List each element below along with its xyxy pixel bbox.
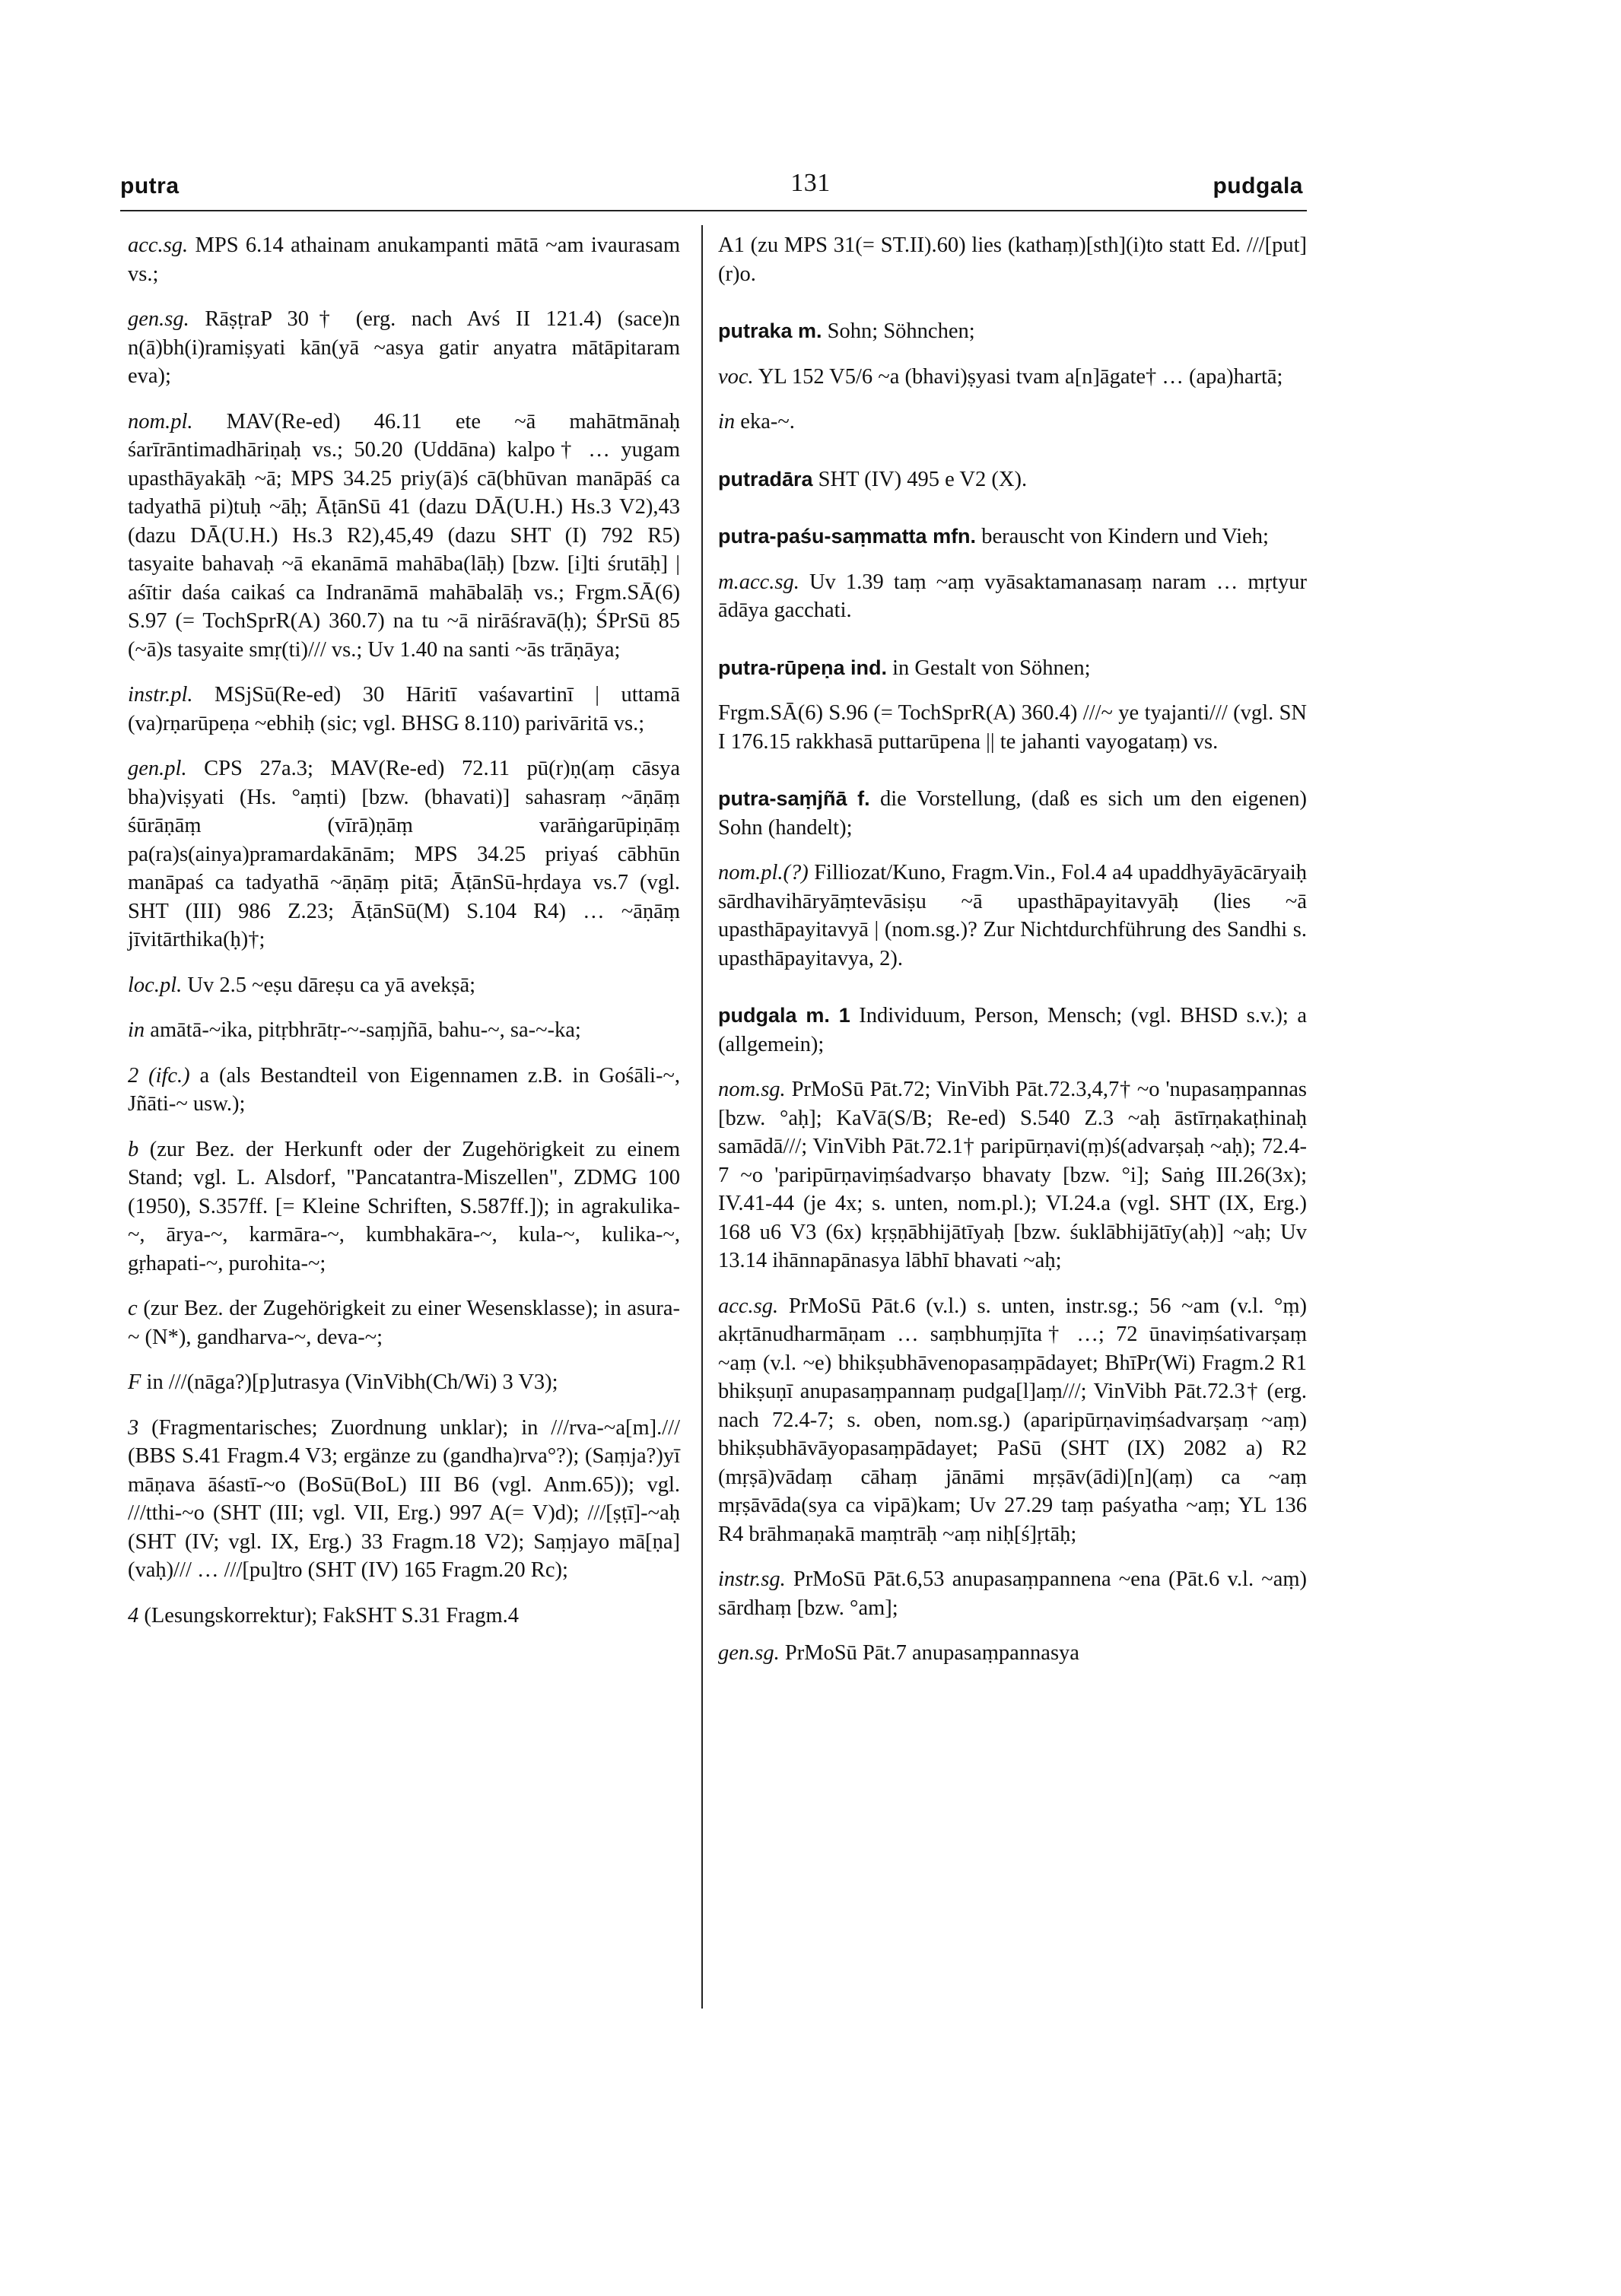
entry-text: PrMoSū Pāt.72; VinVibh Pāt.72.3,4,7† ~o 'nupasaṃpannas [bzw. °aḥ]; KaVā(S/B; Re-ed) S.540 Z.3 ~aḥ āstīrṇakaṭhinaḥ samādā///; VinVibh Pāt.72.1† paripūrṇavi(ṃ)ś(advarṣaḥ ~aḥ); 72.4-7 ~o 'paripūrṇaviṃśadvarṣo bhavaty [bzw. °i]; Saṅg III.26(3x); IV.41-44 (je 4x; s. unten, nom.pl.); VI.24.a (vgl. SHT (IX, Erg.) 168 u6 V3 (6x) kṛṣṇābhijātīyaḥ [bzw. śuklābhijātīy(aḥ)] ~aḥ; Uv 13.14 ihānnapānasya lābhī bhavati ~aḥ; — [718, 1078, 1307, 1272]
grammar-tag: gen.sg. — [128, 307, 189, 331]
grammar-tag: nom.pl. — [128, 409, 193, 433]
entry-text: Frgm.SĀ(6) S.96 (= TochSprR(A) 360.4) ///~ ye tyajanti/// (vgl. SN I 176.15 rakkhasā puttarūpena || te jahanti vayogataṃ) vs. — [718, 701, 1307, 754]
right-column — [718, 231, 1307, 1685]
headword: putra-rūpeṇa ind. — [718, 656, 887, 679]
dictionary-entry-paragraph — [718, 1565, 1307, 1622]
entry-text: PrMoSū Pāt.6 (v.l.) s. unten, instr.sg.; 56 ~am (v.l. °ṃ) akṛtānudharmāṇam … saṃbhuṃjīta† …; 72 ūnaviṃśativarṣaṃ ~aṃ (v.l. ~e) bhikṣubhāvenopasaṃpādayet; BhīPr(Wi) Fragm.2 R1 bhikṣuṇī anupasaṃpannaṃ pudga[l]aṃ///; VinVibh Pāt.72.3† (erg. nach 72.4-7; s. oben, nom.sg.) (aparipūrṇaviṃśadvarṣaṃ ~aṃ) bhikṣubhāvāyopasaṃpādayet; PaSū (SHT (IX) 2082 a) R2 (mṛṣā)vādaṃ cāhaṃ jānāmi mṛṣāv(ādi)[n](aṃ) ca ~aṃ mṛṣāvāda(sya ca vipā)kam; Uv 27.29 taṃ paśyatha ~aṃ; YL 136 R4 brāhmaṇakā maṃtrāḥ ~aṃ niḥ[ś]ṛtāḥ; — [718, 1294, 1308, 1546]
entry-text: (zur Bez. der Zugehörigkeit zu einer Wesensklasse); in asura-~ (N*), gandharva-~, deva-~; — [128, 1297, 681, 1349]
dictionary-entry-paragraph — [718, 1002, 1307, 1059]
grammar-tag: b — [128, 1137, 139, 1161]
entry-text: MPS 6.14 athainam anukampanti mātā ~am ivaurasam vs.; — [128, 233, 680, 286]
grammar-tag: acc.sg. — [128, 233, 189, 257]
dictionary-entry-paragraph — [718, 1075, 1307, 1275]
dictionary-entry-paragraph — [718, 654, 1307, 683]
entry-text: A1 (zu MPS 31(= ST.II).60) lies (kathaṃ)[sth](i)to statt Ed. ///[put](r)o. — [718, 233, 1307, 286]
left-column — [128, 231, 680, 1647]
dictionary-entry-paragraph — [128, 408, 680, 665]
grammar-tag: in — [128, 1018, 145, 1042]
grammar-tag: gen.pl. — [128, 757, 187, 780]
dictionary-entry-paragraph — [718, 363, 1307, 392]
entry-text: PrMoSū Pāt.7 anupasaṃpannasya — [784, 1641, 1079, 1665]
entry-text: die Vorstellung, (daß es sich um den eigenen) Sohn (handelt); — [718, 787, 1307, 840]
entry-text: in ///(nāga?)[p]utrasya (VinVibh(Ch/Wi) 3 V3); — [146, 1370, 558, 1394]
dictionary-entry-paragraph — [128, 1602, 680, 1631]
grammar-tag: nom.pl.(?) — [718, 861, 809, 884]
entry-text: (Lesungskorrektur); FakSHT S.31 Fragm.4 — [144, 1603, 520, 1628]
dictionary-entry-paragraph — [128, 1062, 680, 1119]
dictionary-entry-paragraph — [128, 1368, 680, 1397]
grammar-tag: 3 — [128, 1415, 139, 1440]
headword: putradāra — [718, 467, 813, 491]
entry-text: CPS 27a.3; MAV(Re-ed) 72.11 pū(r)ṇ(aṃ cāsya bha)viṣyati (Hs. °aṃti) [bzw. (bhavati)] sahasraṃ ~āṇāṃ śūrāṇāṃ (vīrā)ṇāṃ varāṅgarūpiṇāṃ pa(ra)s(ainya)pramardakānām; MPS 34.25 priyaś cābhūn manāpaś ca tadyathā ~āṇāṃ pitā; ĀṭānSū-hṛdaya vs.7 (vgl. SHT (III) 986 Z.23; ĀṭānSū(M) S.104 R4) … ~āṇāṃ jīvitārthika(ḥ)†; — [128, 757, 681, 951]
page-number: 131 — [790, 169, 831, 197]
dictionary-entry-paragraph — [128, 231, 680, 288]
header-rule — [120, 210, 1307, 211]
entry-text: PrMoSū Pāt.6,53 anupasaṃpannena ~ena (Pāt.6 v.l. ~aṃ) sārdhaṃ [bzw. °am]; — [718, 1567, 1308, 1620]
dictionary-entry-paragraph — [718, 785, 1307, 842]
dictionary-entry-paragraph — [718, 1639, 1307, 1668]
dictionary-entry-paragraph — [128, 1414, 680, 1585]
grammar-tag: instr.sg. — [718, 1567, 786, 1591]
dictionary-entry-paragraph — [718, 317, 1307, 346]
grammar-tag: in — [718, 410, 736, 433]
entry-text: RāṣṭraP 30† (erg. nach Avś II 121.4) (sace)n n(ā)bh(i)ramiṣyati kān(yā ~asya gatir anyatra mātāpitaram eva); — [128, 307, 680, 388]
headword: putra-paśu-saṃmatta mfn. — [718, 525, 977, 548]
dictionary-entry-paragraph — [128, 1294, 680, 1351]
dictionary-entry-paragraph — [718, 231, 1307, 288]
entry-text: in Gestalt von Söhnen; — [892, 656, 1091, 680]
column-divider — [701, 225, 703, 2009]
entry-text: YL 152 V5/6 ~a (bhavi)ṣyasi tvam a[n]āgate† … (apa)hartā; — [758, 364, 1283, 389]
grammar-tag: loc.pl. — [128, 973, 183, 997]
entry-text: berauscht von Kindern und Vieh; — [981, 525, 1269, 548]
grammar-tag: 2 (ifc.) — [128, 1063, 190, 1088]
entry-text: Filliozat/Kuno, Fragm.Vin., Fol.4 a4 upaddhyāyācāryaiḥ sārdhavihāryāṃtevāsiṣu ~ā upasthāpayitavyāḥ (lies ~ā upasthāpayitavyā | (nom.sg.)? Zur Nichtdurchführung des Sandhi s. upasthāpayitavya, 2). — [718, 861, 1308, 970]
headword: putraka m. — [718, 319, 822, 342]
dictionary-entry-paragraph — [128, 305, 680, 391]
grammar-tag: 4 — [128, 1603, 139, 1628]
dictionary-entry-paragraph — [128, 1135, 680, 1278]
grammar-tag: F — [128, 1370, 141, 1394]
grammar-tag: instr.pl. — [128, 683, 193, 707]
grammar-tag: acc.sg. — [718, 1294, 779, 1318]
dictionary-entry-paragraph — [128, 971, 680, 1000]
grammar-tag: m.acc.sg. — [718, 570, 799, 594]
entry-text: Uv 1.39 taṃ ~aṃ vyāsaktamanasaṃ naram … mṛtyur ādāya gacchati. — [718, 570, 1307, 622]
grammar-tag: voc. — [718, 364, 754, 389]
dictionary-entry-paragraph — [128, 754, 680, 954]
entry-text: Individuum, Person, Mensch; (vgl. BHSD s.v.); a (allgemein); — [718, 1004, 1307, 1056]
grammar-tag: nom.sg. — [718, 1078, 786, 1101]
running-head-right: pudgala — [1213, 173, 1303, 198]
dictionary-entry-paragraph — [718, 465, 1307, 494]
dictionary-entry-paragraph — [718, 568, 1307, 625]
entry-text: a (als Bestandteil von Eigennamen z.B. in Gośāli-~, Jñāti-~ usw.); — [128, 1063, 680, 1116]
entry-text: Sohn; Söhnchen; — [827, 319, 975, 343]
entry-text: MSjSū(Re-ed) 30 Hāritī vaśavartinī | uttamā (va)rṇarūpeṇa ~ebhiḥ (sic; vgl. BHSG 8.110) parivāritā vs.; — [128, 683, 681, 735]
headword: pudgala m. 1 — [718, 1004, 850, 1027]
entry-text: eka-~. — [740, 410, 795, 433]
running-head-left: putra — [120, 173, 180, 198]
entry-text: MAV(Re-ed) 46.11 ete ~ā mahātmānaḥ śarīrāntimadhāriṇaḥ vs.; 50.20 (Uddāna) kalpo† … yugam upasthāyakāḥ ~ā; MPS 34.25 priy(ā)ś cā(bhūvan manāpāś ca tadyathā pi)tuḥ ~āḥ; ĀṭānSū 41 (dazu DĀ(U.H.) Hs.3 V2),43 (dazu DĀ(U.H.) Hs.3 R2),45,49 (dazu SHT (I) 792 R5) tasyaite bahavaḥ ~ā ekanāmā mahāba(lāḥ) [bzw. [i]ti śrutāḥ] | aśītir daśa caikaś ca Indranāmā mahābalāḥ vs.; Frgm.SĀ(6) S.97 (= TochSprR(A) 360.7) na tu ~ā nirāśravā(ḥ); ŚPrSū 85 (~ā)s tasyaite smṛ(ti)/// vs.; Uv 1.40 na santi ~ās trāṇāya; — [128, 409, 680, 662]
entry-text: Uv 2.5 ~eṣu dāreṣu ca yā avekṣā; — [187, 973, 476, 997]
entry-text: SHT (IV) 495 e V2 (X). — [818, 467, 1028, 491]
grammar-tag: c — [128, 1297, 138, 1320]
grammar-tag: gen.sg. — [718, 1641, 780, 1665]
entry-text: (zur Bez. der Herkunft oder der Zugehörigkeit zu einem Stand; vgl. L. Alsdorf, "Pancatantra-Miszellen", ZDMG 100 (1950), S.357ff. [= Kleine Schriften, S.587ff.]); in agrakulika-~, ārya-~, karmāra-~, kumbhakāra-~, kula-~, kulika-~, gṛhapati-~, purohita-~; — [128, 1137, 681, 1275]
entry-text: amātā-~ika, pitṛbhrātṛ-~-saṃjñā, bahu-~, sa-~-ka; — [150, 1018, 581, 1042]
dictionary-entry-paragraph — [718, 522, 1307, 551]
dictionary-entry-paragraph — [128, 681, 680, 738]
dictionary-entry-paragraph — [718, 408, 1307, 437]
headword: putra-saṃjñā f. — [718, 787, 870, 810]
dictionary-entry-paragraph — [718, 859, 1307, 973]
entry-text: (Fragmentarisches; Zuordnung unklar); in ///rva-~a[m]./// (BBS S.41 Fragm.4 V3; ergänze zu (gandha)rva°?); (Saṃja?)yī māṇava āśastī-~o (BoSū(BoL) III B6 (vgl. Anm.65)); vgl. ///tthi-~o (SHT (III; vgl. VII, Erg.) 997 A(= V)d); ///[ṣṭī]-~aḥ (SHT (IV; vgl. IX, Erg.) 33 Fragm.18 V2); Saṃjayo mā[ṇa](vaḥ)/// … ///[pu]tro (SHT (IV) 165 Fragm.20 Rc); — [128, 1415, 681, 1582]
dictionary-entry-paragraph — [128, 1016, 680, 1045]
dictionary-entry-paragraph — [718, 1292, 1307, 1549]
dictionary-entry-paragraph — [718, 699, 1307, 756]
